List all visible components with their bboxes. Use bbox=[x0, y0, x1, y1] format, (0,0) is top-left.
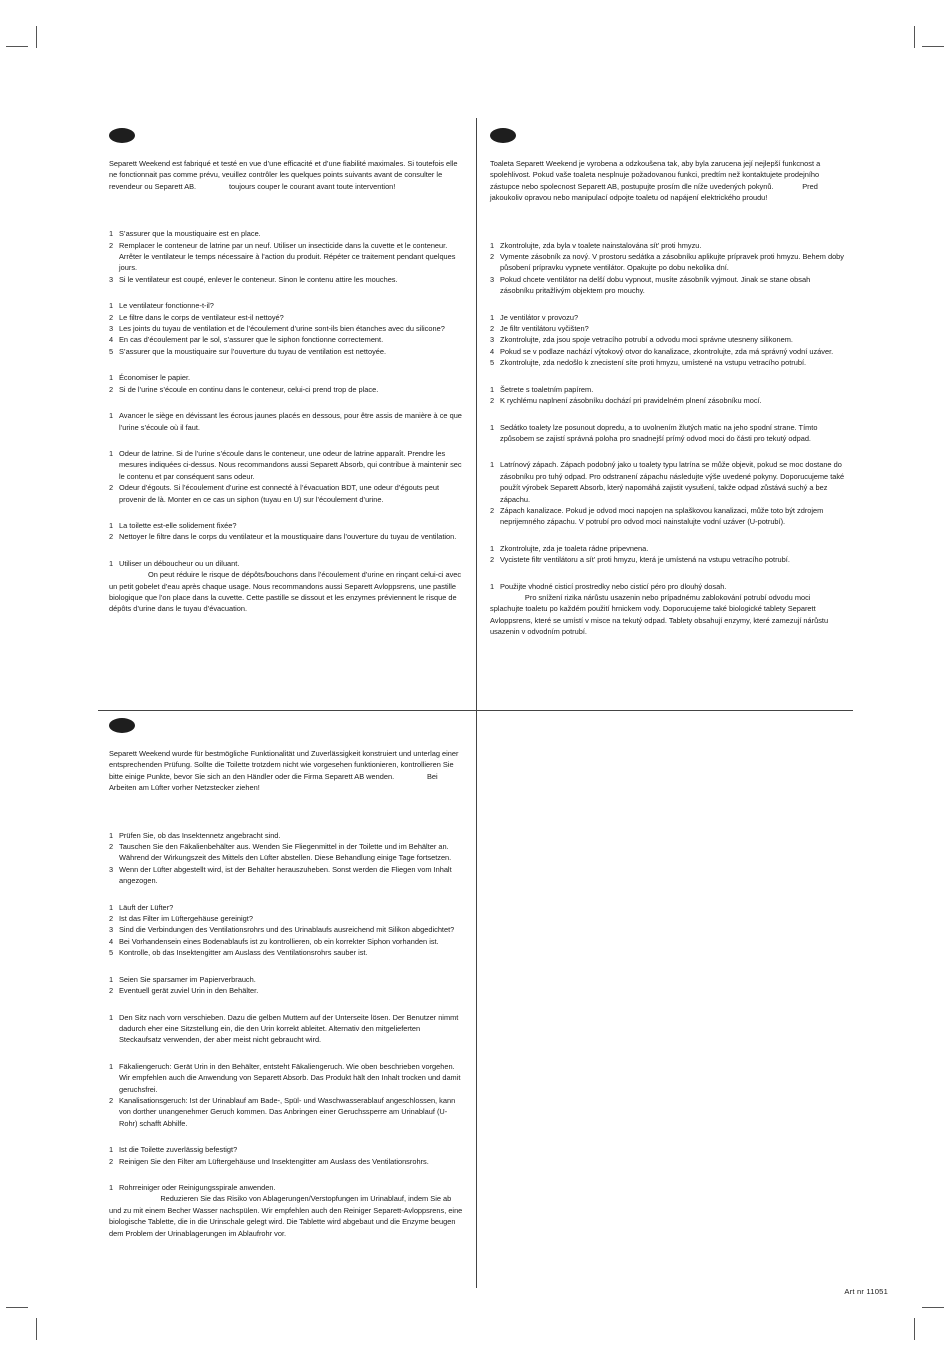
troubleshooting-list bbox=[109, 830, 464, 1239]
item-text: Pokud se v podlaze nachází výtokový otvor do kanalizace, zkontrolujte, zda má správný vodní uzáver. bbox=[500, 346, 834, 356]
list-item bbox=[109, 947, 464, 958]
item-number: 2 bbox=[109, 986, 114, 996]
maintenance-note: Pro snížení rizika nárůstu usazenin nebo prípadnému zablokování potrubí odvodu moci splachujte toaletu po každém použití hrnickem vody. Doporucujeme také biologické tablety Separett Avloppsrens, které se umístí v misce na tekutý odpad. Tablety obsahují enzymy, které zamezují nárůstu usazenin v odvodním potrubí. bbox=[490, 592, 831, 637]
list-item bbox=[109, 936, 464, 947]
item-number: 1 bbox=[109, 902, 114, 912]
section-block bbox=[109, 372, 464, 395]
list-item bbox=[490, 323, 845, 334]
troubleshooting-list bbox=[109, 228, 464, 615]
section-block bbox=[109, 448, 464, 505]
list-item bbox=[490, 240, 845, 251]
item-text: Zkontrolujte, zda byla v toalete nainstalována sít’ proti hmyzu. bbox=[500, 240, 702, 250]
item-text: La toilette est-elle solidement fixée? bbox=[119, 520, 237, 530]
crop-mark bbox=[922, 1307, 944, 1308]
item-number: 2 bbox=[490, 505, 495, 515]
section-block bbox=[109, 1061, 464, 1129]
item-number: 1 bbox=[109, 830, 114, 840]
section-block bbox=[109, 558, 464, 615]
list-item bbox=[490, 395, 845, 406]
item-number: 1 bbox=[490, 543, 495, 553]
list-item bbox=[109, 274, 464, 285]
section-block bbox=[490, 543, 845, 566]
section-block bbox=[109, 520, 464, 543]
section-block bbox=[490, 459, 845, 527]
intro-text: Toaleta Separett Weekend je vyrobena a odzkoušena tak, aby byla zarucena její nejlepší funkcnost a spolehlivost. Pokud vaše toaleta nesplnuje požadovanou funkci, predtím než kontaktujete prodejního zástupce nebo spolecnost Separett AB, postupujte prosím dle níže uvedených pokynů. Pred jakoukoliv opravou nebo manipulací odpojte toaletu od napájení elektrického proudu! bbox=[490, 159, 823, 203]
item-number: 4 bbox=[109, 335, 114, 345]
item-number: 3 bbox=[109, 925, 114, 935]
list-item bbox=[109, 228, 464, 239]
list-item bbox=[109, 410, 464, 433]
list-item bbox=[490, 554, 845, 565]
item-text: S’assurer que la moustiquaire sur l’ouverture du tuyau de ventilation est nettoyée. bbox=[119, 346, 387, 356]
item-text: Les joints du tuyau de ventilation et de l’écoulement d’urine sont-ils bien étanches avec du silicone? bbox=[119, 324, 445, 334]
intro-text: Separett Weekend est fabriqué et testé en vue d’une efficacité et d’une fiabilité maximales. Si toutefois elle ne fonctionnait pas comme prévu, veuillez contrôler les quelques points suivants avant de consulter le revendeur ou Separett AB. toujours couper le courant avant toute intervention! bbox=[109, 159, 460, 191]
crop-mark bbox=[36, 1318, 37, 1340]
item-number: 2 bbox=[109, 842, 114, 852]
item-number: 2 bbox=[490, 555, 495, 565]
list-item bbox=[490, 384, 845, 395]
section-block bbox=[109, 830, 464, 887]
item-text: Remplacer le conteneur de latrine par un neuf. Utiliser un insecticide dans la cuvette et le conteneur. Arrêter le ventilateur le temps nécessaire à l’action du produit. Répéter ce traitement pendant quelques jours. bbox=[119, 240, 456, 273]
item-text: Läuft der Lüfter? bbox=[119, 902, 174, 912]
item-text: Zápach kanalizace. Pokud je odvod moci napojen na splaškovou kanalizaci, může toto být zdrojem neprijemného zápachu. V potrubí pro odvod moci nainstalujte vodní uzáver (U-potrubí). bbox=[500, 505, 824, 527]
section-block bbox=[109, 410, 464, 433]
item-text: K rychlému naplnení zásobníku dochází pri pravidelném plnení zásobníku mocí. bbox=[500, 396, 762, 406]
item-number: 3 bbox=[109, 274, 114, 284]
list-item bbox=[490, 422, 845, 445]
item-number: 4 bbox=[490, 346, 495, 356]
maintenance-note: Reduzieren Sie das Risiko von Ablagerungen/Verstopfungen im Urinablauf, indem Sie ab und zu mit einem Becher Wasser nachspülen. Wir empfehlen auch den Reiniger Separett-Avloppsrens, eine biologische Tablette, die in die Urinschale gelegt wird. Die Tablette wird abgebaut und die Enzyme beugen dem Problem der Urinablagerungen im Ablaufrohr vor. bbox=[109, 1194, 465, 1238]
item-number: 1 bbox=[109, 1012, 114, 1022]
section-block bbox=[109, 902, 464, 959]
item-number: 5 bbox=[109, 948, 114, 958]
item-text: Sedátko toalety lze posunout dopredu, a to uvolnením žlutých matic na jeho spodní strane. Tímto způsobem se zajistí správná poloha pro snadnejší prímý odvod moci do části pro tekutý odpad. bbox=[500, 422, 818, 443]
french-column bbox=[109, 128, 464, 630]
item-text: Nettoyer le filtre dans le corps du ventilateur et la moustiquaire dans l’ouverture du tuyau de ventilation. bbox=[119, 532, 457, 542]
item-number: 1 bbox=[109, 301, 114, 311]
item-text: Odeur d’égouts. Si l’écoulement d’urine est connecté à l’évacuation BDT, une odeur d’égouts peut provenir de là. Monter en ce cas un siphon (tuyau en U) sur l’écoulement d’urine. bbox=[119, 483, 440, 504]
list-item bbox=[490, 312, 845, 323]
section-block bbox=[109, 228, 464, 285]
item-number: 1 bbox=[490, 384, 495, 394]
item-text: S’assurer que la moustiquaire est en place. bbox=[119, 229, 261, 239]
section-block bbox=[109, 1144, 464, 1167]
item-text: Zkontrolujte, zda nedošlo k znecistení síte proti hmyzu, umístené na vstupu vetracího potrubí. bbox=[500, 358, 807, 368]
item-number: 3 bbox=[490, 274, 495, 284]
list-item bbox=[109, 346, 464, 357]
crop-mark bbox=[6, 46, 28, 47]
item-text: Kontrolle, ob das Insektengitter am Auslass des Ventilationsrohrs sauber ist. bbox=[119, 948, 368, 958]
troubleshooting-list bbox=[490, 240, 845, 638]
list-item bbox=[490, 543, 845, 554]
list-item bbox=[490, 505, 845, 528]
section-block bbox=[109, 300, 464, 357]
article-number: Art nr 11051 bbox=[844, 1287, 888, 1296]
item-number: 1 bbox=[109, 520, 114, 530]
item-number: 4 bbox=[109, 936, 114, 946]
item-text: Sind die Verbindungen des Ventilationsrohrs und des Urinablaufs ausreichend mit Silikon abgedichtet? bbox=[119, 925, 455, 935]
czech-column bbox=[490, 128, 845, 653]
item-text: Vycistete filtr ventilátoru a sít’ proti hmyzu, která je umístená na vstupu vetracího potrubí. bbox=[500, 555, 790, 565]
list-item bbox=[109, 830, 464, 841]
column-divider bbox=[476, 118, 477, 710]
section-block bbox=[109, 1012, 464, 1046]
list-item bbox=[109, 1061, 464, 1095]
list-item bbox=[490, 581, 845, 592]
item-number: 1 bbox=[490, 422, 495, 432]
item-text: Den Sitz nach vorn verschieben. Dazu die gelben Muttern auf der Unterseite lösen. Der Benutzer nimmt dadurch eher eine Sitzstellung ein, die den Urin korrekt ableitet. Alternativ den mitgelieferten Steckaufsatz verwenden, der aber meist nicht gebraucht wird. bbox=[119, 1012, 459, 1045]
list-item bbox=[490, 346, 845, 357]
list-item bbox=[109, 448, 464, 482]
item-number: 2 bbox=[109, 914, 114, 924]
crop-mark bbox=[6, 1307, 28, 1308]
item-text: Pokud chcete ventilátor na delší dobu vypnout, musíte zásobník vyjmout. Jinak se stane obsah zásobníku pritažlivým objektem pro mouchy. bbox=[500, 274, 811, 296]
item-text: Ist das Filter im Lüftergehäuse gereinigt? bbox=[119, 914, 253, 924]
section-block bbox=[490, 422, 845, 445]
list-item bbox=[109, 482, 464, 505]
list-item bbox=[109, 334, 464, 345]
item-text: Použijte vhodné cisticí prostredky nebo cisticí péro pro dlouhý dosah. bbox=[500, 581, 727, 591]
maintenance-note: On peut réduire le risque de dépôts/bouchons dans l’écoulement d’urine en rinçant celui-ci avec un petit gobelet d’eau après chaque usage. Nous recommandons aussi Separett Avloppsrens, une pastille biologique que l’on place dans la cuvette. Cette pastille se dissout et les enzymes préviennent le risque de dépôts d’urine dans le tuyau d’évacuation. bbox=[109, 570, 464, 614]
item-text: Kanalisationsgeruch: Ist der Urinablauf am Bade-, Spül- und Waschwasserablauf angeschlossen, kann von dorther unangenehmer Geruch kommen. Das Anbringen einer Geruchssperre am Urinablauf (U-Rohr) schafft Abhilfe. bbox=[119, 1095, 456, 1128]
list-item bbox=[109, 323, 464, 334]
item-number: 2 bbox=[109, 1095, 114, 1105]
item-text: Latrínový zápach. Zápach podobný jako u toalety typu latrína se může objevit, pokud se moc dostane do zásobníku pro tuhý odpad. Pro odstranení zápachu následujte výše uvedené pokyny. Doporucujeme také použít výrobek Separett Absorb, který napomáhá zajistit vysušení, takže odpad zůstává suchý a bez zápachu. bbox=[500, 460, 845, 504]
item-number: 2 bbox=[109, 384, 114, 394]
item-text: Zkontrolujte, zda je toaleta rádne pripevnena. bbox=[500, 543, 649, 553]
item-number: 1 bbox=[109, 229, 114, 239]
list-item bbox=[109, 902, 464, 913]
item-number: 1 bbox=[109, 411, 114, 421]
crop-mark bbox=[914, 26, 915, 48]
item-text: En cas d’écoulement par le sol, s’assurer que le siphon fonctionne correctement. bbox=[119, 335, 384, 345]
item-text: Utiliser un déboucheur ou un diluant. bbox=[119, 558, 240, 568]
item-text: Šetrete s toaletním papírem. bbox=[500, 384, 594, 394]
list-item bbox=[109, 1095, 464, 1129]
intro-text: Separett Weekend wurde für bestmögliche Funktionalität und Zuverlässigkeit konstruiert und unterlag einer entsprechenden Prüfung. Sollte die Toilette trotzdem nicht wie vorgesehen funktionieren, kontrollieren Sie bitte einige Punkte, bevor Sie sich an den Händler oder die Firma Separett AB wenden. Bei Arbeiten am Lüfter vorher Netzstecker ziehen! bbox=[109, 749, 461, 793]
item-text: Bei Vorhandensein eines Bodenablaufs ist zu kontrollieren, ob ein korrekter Siphon vorhanden ist. bbox=[119, 936, 439, 946]
item-number: 1 bbox=[109, 558, 114, 568]
item-number: 5 bbox=[109, 346, 114, 356]
item-text: Vymente zásobník za nový. V prostoru sedátka a zásobníku aplikujte prípravek proti hmyzu. Behem doby působení prípravku vypnete ventilátor. Opakujte po dobu nekolika dní. bbox=[500, 252, 844, 273]
list-item bbox=[109, 841, 464, 864]
section-block bbox=[490, 384, 845, 407]
list-item bbox=[109, 985, 464, 996]
section-block bbox=[109, 974, 464, 997]
item-number: 2 bbox=[109, 483, 114, 493]
language-badge-icon bbox=[109, 718, 135, 733]
item-number: 3 bbox=[109, 864, 114, 874]
item-number: 1 bbox=[109, 1061, 114, 1071]
list-item bbox=[109, 384, 464, 395]
item-number: 5 bbox=[490, 358, 495, 368]
item-number: 3 bbox=[490, 335, 495, 345]
item-number: 1 bbox=[109, 373, 114, 383]
item-text: Prüfen Sie, ob das Insektennetz angebracht sind. bbox=[119, 830, 281, 840]
item-number: 2 bbox=[490, 396, 495, 406]
list-item bbox=[109, 1144, 464, 1155]
section-block bbox=[490, 312, 845, 369]
item-number: 2 bbox=[490, 252, 495, 262]
section-block bbox=[109, 1182, 464, 1239]
item-number: 2 bbox=[109, 312, 114, 322]
list-item bbox=[109, 1182, 464, 1193]
crop-mark bbox=[36, 26, 37, 48]
list-item bbox=[490, 251, 845, 274]
item-number: 1 bbox=[109, 1145, 114, 1155]
section-block bbox=[490, 581, 845, 638]
list-item bbox=[109, 558, 464, 569]
item-number: 1 bbox=[490, 581, 495, 591]
item-text: Seien Sie sparsamer im Papierverbrauch. bbox=[119, 974, 256, 984]
list-item bbox=[109, 531, 464, 542]
item-text: Avancer le siège en dévissant les écrous jaunes placés en dessous, pour être assis de manière à ce que l’urine s’écoule où il faut. bbox=[119, 411, 462, 432]
item-text: Ist die Toilette zuverlässig befestigt? bbox=[119, 1145, 238, 1155]
list-item bbox=[490, 459, 845, 505]
list-item bbox=[109, 240, 464, 274]
list-item bbox=[109, 913, 464, 924]
language-badge-icon bbox=[109, 128, 135, 143]
item-text: Rohrreiniger oder Reinigungsspirale anwenden. bbox=[119, 1182, 276, 1192]
item-number: 3 bbox=[109, 324, 114, 334]
item-number: 1 bbox=[109, 974, 114, 984]
item-text: Eventuell gerät zuviel Urin in den Behälter. bbox=[119, 986, 259, 996]
item-number: 2 bbox=[490, 324, 495, 334]
crop-mark bbox=[922, 46, 944, 47]
column-divider bbox=[476, 710, 477, 1288]
list-item bbox=[109, 864, 464, 887]
list-item bbox=[490, 334, 845, 345]
item-text: Si de l’urine s’écoule en continu dans le conteneur, celui-ci prend trop de place. bbox=[119, 384, 379, 394]
item-text: Économiser le papier. bbox=[119, 373, 191, 383]
item-text: Tauschen Sie den Fäkalienbehälter aus. Wenden Sie Fliegenmittel in der Toilette und im Behälter an. Während der Wirkungszeit des Mittels den Lüfter abstellen. Diese Behandlung einige Tage fortsetzen. bbox=[119, 842, 452, 863]
list-item bbox=[109, 924, 464, 935]
item-number: 1 bbox=[490, 460, 495, 470]
list-item bbox=[109, 372, 464, 383]
german-column bbox=[109, 718, 464, 1254]
list-item bbox=[109, 520, 464, 531]
item-number: 1 bbox=[490, 312, 495, 322]
list-item bbox=[109, 300, 464, 311]
item-text: Wenn der Lüfter abgestellt wird, ist der Behälter herauszuheben. Sonst werden die Fliegen vom Inhalt angezogen. bbox=[119, 864, 452, 886]
item-number: 2 bbox=[109, 240, 114, 250]
list-item bbox=[109, 1156, 464, 1167]
item-text: Je filtr ventilátoru vyčišten? bbox=[500, 324, 589, 334]
list-item bbox=[490, 357, 845, 368]
item-number: 1 bbox=[490, 240, 495, 250]
item-text: Le filtre dans le corps de ventilateur est-il nettoyé? bbox=[119, 312, 284, 322]
item-text: Je ventilátor v provozu? bbox=[500, 312, 579, 322]
item-text: Si le ventilateur est coupé, enlever le conteneur. Sinon le contenu attire les mouches. bbox=[119, 274, 398, 284]
crop-mark bbox=[914, 1318, 915, 1340]
item-text: Odeur de latrine. Si de l’urine s’écoule dans le conteneur, une odeur de latrine apparaît. Prendre les mesures indiquées ci-dessus. Nous recommandons aussi Separett Absorb, qui contribue à maintenir sec le contenu et par conséquent sans odeur. bbox=[119, 448, 462, 481]
list-item bbox=[109, 1012, 464, 1046]
item-number: 2 bbox=[109, 1156, 114, 1166]
item-text: Fäkaliengeruch: Gerät Urin in den Behälter, entsteht Fäkaliengeruch. Wie oben beschrieben vorgehen. Wir empfehlen auch die Anwendung von Separett Absorb. Das Produkt hält den Inhalt trocken und damit geruchsfrei. bbox=[119, 1061, 461, 1094]
item-number: 1 bbox=[109, 448, 114, 458]
item-text: Reinigen Sie den Filter am Lüftergehäuse und Insektengitter am Auslass des Ventilationsrohrs. bbox=[119, 1156, 429, 1166]
item-text: Zkontrolujte, zda jsou spoje vetracího potrubí a odvodu moci správne utesneny silikonem. bbox=[500, 335, 793, 345]
list-item bbox=[109, 974, 464, 985]
item-number: 1 bbox=[109, 1182, 114, 1192]
item-text: Le ventilateur fonctionne-t-il? bbox=[119, 301, 214, 311]
item-number: 2 bbox=[109, 532, 114, 542]
list-item bbox=[109, 312, 464, 323]
section-block bbox=[490, 240, 845, 297]
list-item bbox=[490, 274, 845, 297]
language-badge-icon bbox=[490, 128, 516, 143]
